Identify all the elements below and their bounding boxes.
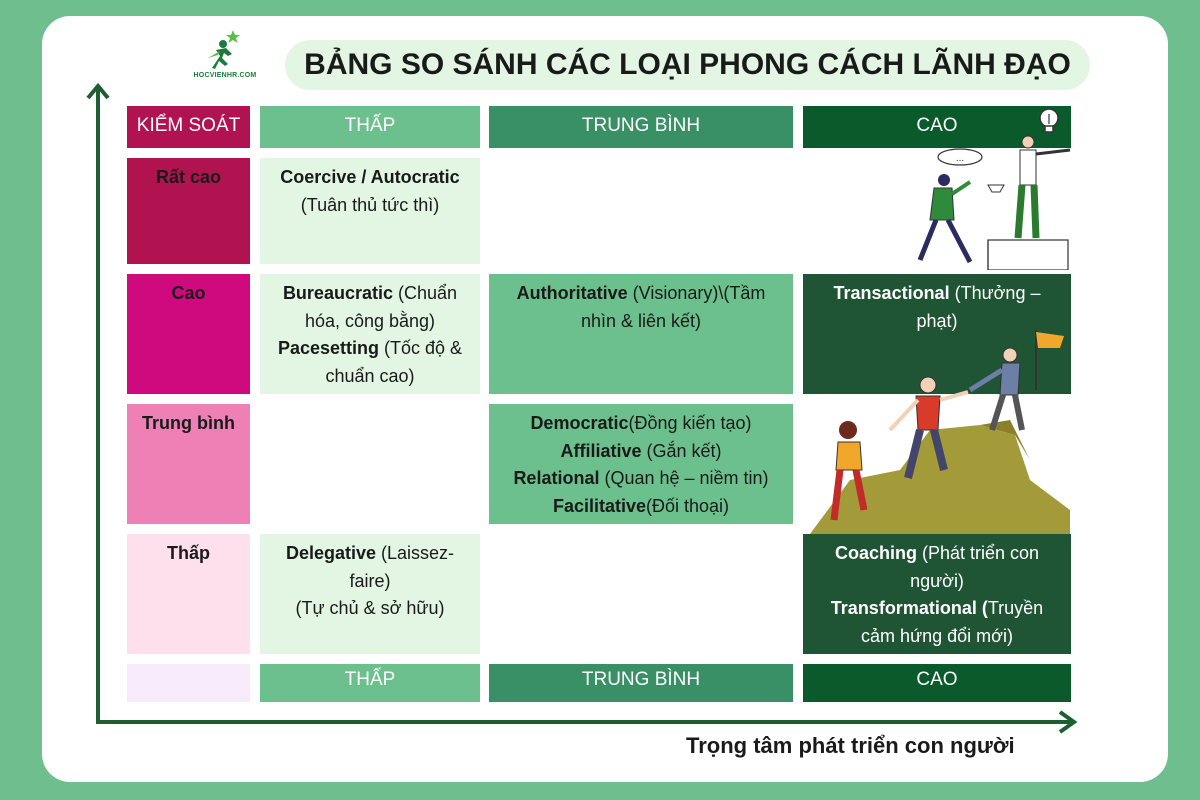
delegative-name: Delegative [285, 543, 376, 563]
header-medium-label: TRUNG BÌNH [581, 115, 701, 136]
bureaucratic-desc-1: (Chuẩn [393, 283, 458, 303]
row-very-high [127, 158, 250, 264]
coercive-name: Coercive / Autocratic [280, 167, 460, 187]
teamwork-illustration [810, 330, 1070, 534]
footer-high-label: CAO [916, 669, 958, 690]
row-medium [127, 404, 250, 524]
transformational-desc-1: Truyền [987, 598, 1044, 618]
democratic-name: Democratic [530, 413, 629, 433]
footer-low [260, 664, 480, 702]
facilitative-name: Facilitative [552, 495, 646, 516]
delegative-desc-1: (Laissez- [376, 543, 455, 563]
stairs-shape [988, 240, 1068, 270]
footer-low-label: THẤP [344, 669, 396, 690]
header-high-label: CAO [916, 115, 958, 136]
transformational-name: Transformational ( [830, 598, 988, 618]
header-medium [489, 106, 793, 148]
coaching-name: Coaching [834, 543, 917, 563]
delegative-desc-3: (Tự chủ & sở hữu) [295, 598, 445, 618]
democratic-desc: (Đồng kiến tạo) [628, 413, 752, 433]
cell-coaching-transformational [803, 534, 1071, 654]
row-low [127, 534, 250, 654]
row-high [127, 274, 250, 394]
cell-bureaucratic-pacesetting [260, 274, 480, 394]
authoritative-name: Authoritative [516, 283, 628, 303]
header-low-label: THẤP [344, 115, 396, 136]
footer-high [803, 664, 1071, 702]
footer-medium-label: TRUNG BÌNH [581, 669, 701, 690]
affiliative-name: Affiliative [560, 440, 642, 461]
speech-bubble-text: ... [955, 153, 965, 164]
transformational-desc-2: cảm hứng đổi mới) [861, 625, 1013, 646]
cell-coercive [260, 158, 480, 264]
runner-star-icon [190, 28, 260, 74]
cell-delegative [260, 534, 480, 654]
footer-blank [127, 664, 250, 702]
x-axis-label: Trọng tâm phát triển con người [686, 733, 1015, 758]
relational-desc: (Quan hệ – niềm tin) [599, 468, 769, 488]
transactional-desc-2: phạt) [916, 310, 958, 331]
coaching-desc-2: người) [910, 570, 964, 591]
transactional-name: Transactional [833, 283, 950, 303]
footer-medium [489, 664, 793, 702]
flag-icon [1036, 332, 1064, 348]
header-control [127, 106, 250, 148]
coaching-desc-1: (Phát triển con [916, 543, 1040, 563]
row-low-label: Thấp [167, 543, 210, 563]
coercive-desc: (Tuân thủ tức thì) [300, 194, 440, 215]
header-low [260, 106, 480, 148]
header-control-label: KIỂM SOÁT [136, 115, 241, 136]
hocvienhr-logo[interactable] [190, 28, 260, 82]
cell-authoritative [489, 274, 793, 394]
row-high-label: Cao [171, 283, 206, 303]
logo-text: HOCVIENHR.COM [193, 72, 257, 79]
affiliative-desc: (Gắn kết) [641, 440, 722, 461]
bureaucratic-desc-2: hóa, công bằng) [304, 310, 436, 331]
transactional-desc-1: (Thưởng – [949, 283, 1041, 303]
row-medium-label: Trung bình [142, 413, 235, 433]
pacesetting-name: Pacesetting [277, 338, 379, 358]
row-very-high-label: Rất cao [155, 167, 222, 187]
pacesetting-desc-1: (Tốc độ & [379, 338, 463, 358]
facilitative-desc: (Đối thoại) [646, 495, 730, 516]
cell-democratic-group [489, 404, 793, 524]
bureaucratic-name: Bureaucratic [282, 283, 393, 303]
pacesetting-desc-2: chuẩn cao) [325, 365, 415, 386]
page-title: BẢNG SO SÁNH CÁC LOẠI PHONG CÁCH LÃNH ĐẠO [304, 48, 1071, 81]
delegative-desc-2: faire) [349, 570, 391, 591]
authoritative-desc-2: nhìn & liên kết) [580, 310, 702, 331]
authoritative-desc-1: (Visionary)\(Tầm [627, 283, 766, 303]
relational-name: Relational [513, 468, 600, 488]
leader-illustration [900, 130, 1080, 270]
